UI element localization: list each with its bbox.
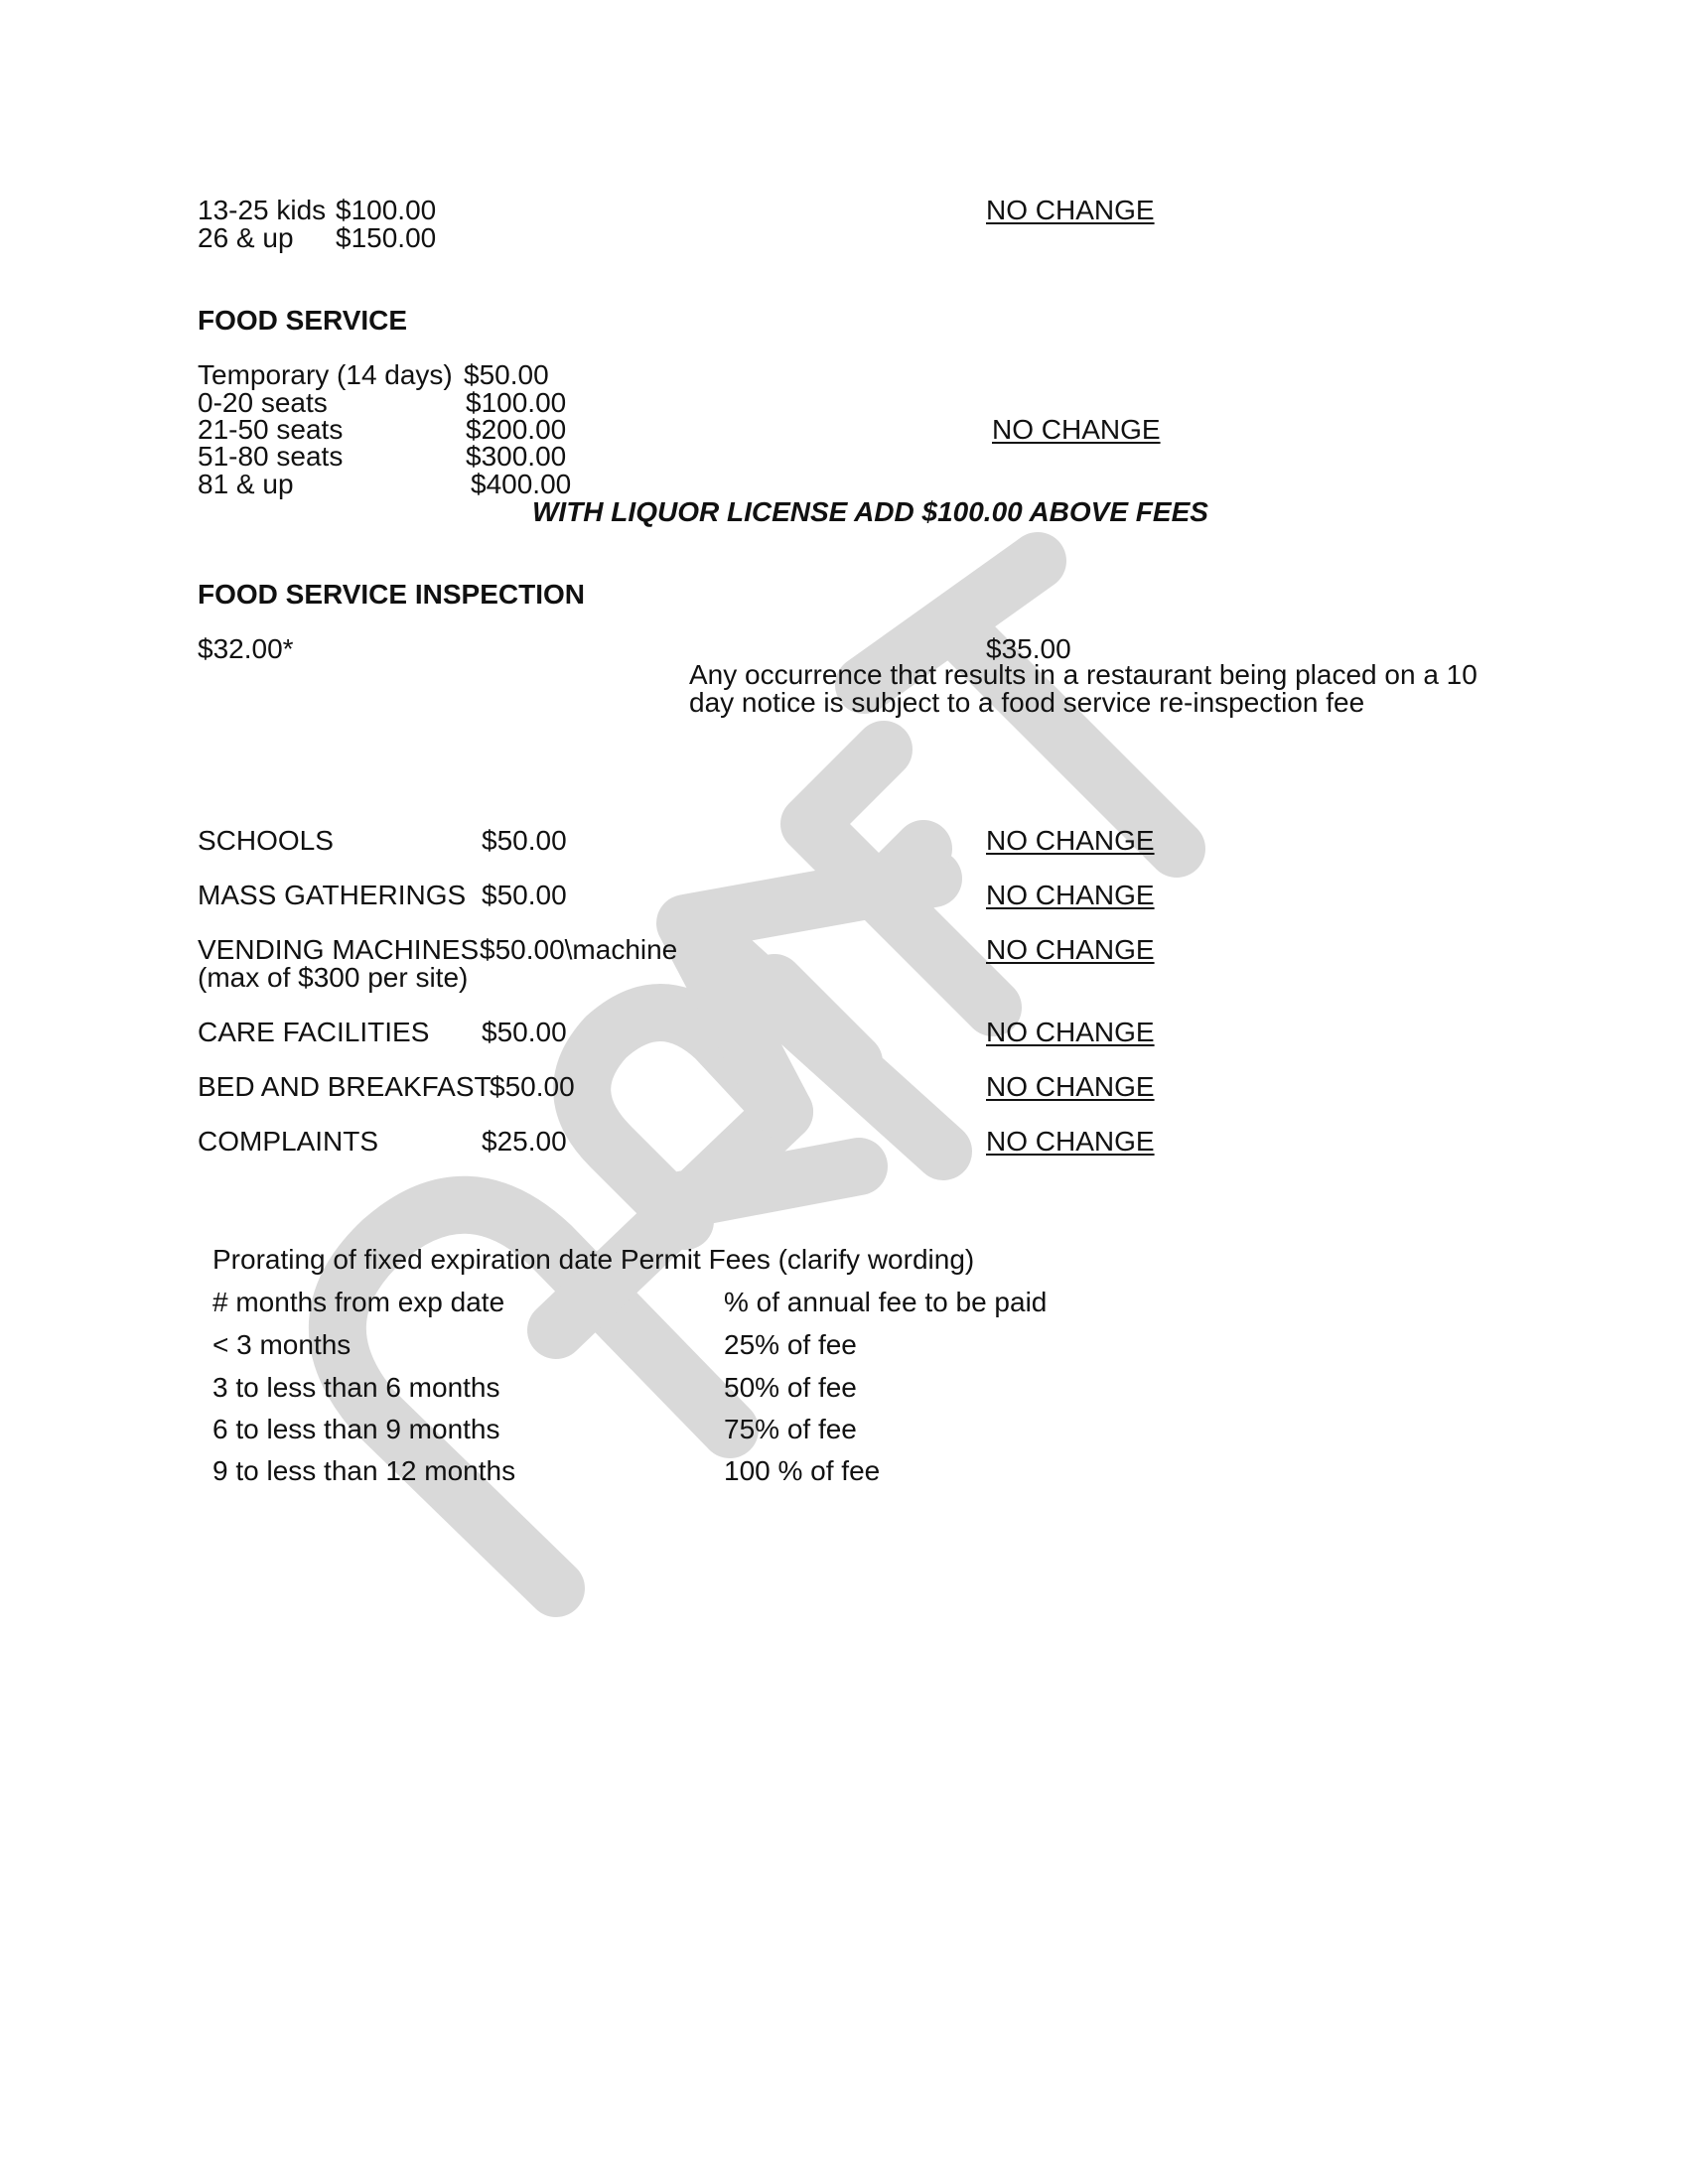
food-service-row-label: Temporary (14 days) — [198, 359, 453, 390]
watermark-letter-f — [809, 750, 993, 1008]
prorating-row-percent: 75% of fee — [724, 1414, 857, 1444]
food-service-row-label: 51-80 seats — [198, 441, 344, 472]
reinspection-note: Any occurrence that results in a restaurant being placed on a 10 day notice is subject to a food service re-inspection fee — [689, 659, 1477, 718]
category-fee: $50.00 — [482, 880, 567, 910]
food-service-row-label: 0-20 seats — [198, 387, 328, 418]
category-label: MASS GATHERINGS — [198, 880, 467, 910]
food-service-row-fee: $100.00 — [466, 387, 567, 418]
food-inspection-current-fee: $32.00* — [198, 633, 294, 664]
watermark-letter-a — [685, 879, 943, 1152]
prorating-title: Prorating of fixed expiration date Permit Fees (clarify wording) — [212, 1244, 975, 1275]
prorating-header-percent: % of annual fee to be paid — [724, 1287, 1048, 1317]
kids-status: NO CHANGE — [986, 195, 1155, 225]
category-sublabel: (max of $300 per site) — [198, 962, 469, 993]
category-status: NO CHANGE — [986, 825, 1155, 856]
category-fee: $50.00\machine — [480, 934, 678, 965]
category-status: NO CHANGE — [986, 1071, 1155, 1102]
food-service-row-fee: $400.00 — [471, 469, 572, 499]
food-service-row-label: 81 & up — [198, 469, 294, 499]
kids-row-fee: $150.00 — [336, 222, 437, 253]
category-fee: $25.00 — [482, 1126, 567, 1157]
prorating-row-percent: 25% of fee — [724, 1329, 857, 1360]
prorating-row-percent: 50% of fee — [724, 1372, 857, 1403]
watermark-letter-r — [556, 1013, 859, 1330]
category-fee: $50.00 — [482, 1017, 567, 1047]
prorating-row-months: 6 to less than 9 months — [212, 1414, 500, 1444]
category-label: VENDING MACHINES — [198, 934, 480, 965]
prorating-row-percent: 100 % of fee — [724, 1455, 881, 1486]
food-service-row-fee: $50.00 — [464, 359, 549, 390]
food-service-row-label: 21-50 seats — [198, 414, 344, 445]
category-fee: $50.00 — [490, 1071, 575, 1102]
food-inspection-heading: FOOD SERVICE INSPECTION — [198, 579, 585, 610]
food-inspection-new-fee: $35.00 — [986, 633, 1071, 664]
category-status: NO CHANGE — [986, 934, 1155, 965]
category-status: NO CHANGE — [986, 880, 1155, 910]
kids-row-label: 13-25 kids — [198, 195, 327, 225]
category-fee: $50.00 — [482, 825, 567, 856]
prorating-row-months: 9 to less than 12 months — [212, 1455, 516, 1486]
category-label: CARE FACILITIES — [198, 1017, 430, 1047]
prorating-row-months: 3 to less than 6 months — [212, 1372, 500, 1403]
food-service-status: NO CHANGE — [992, 414, 1161, 445]
kids-row-fee: $100.00 — [336, 195, 437, 225]
prorating-row-months: < 3 months — [212, 1329, 352, 1360]
category-label: COMPLAINTS — [198, 1126, 379, 1157]
category-status: NO CHANGE — [986, 1017, 1155, 1047]
food-service-row-fee: $200.00 — [466, 414, 567, 445]
category-status: NO CHANGE — [986, 1126, 1155, 1157]
food-service-heading: FOOD SERVICE — [198, 305, 408, 336]
category-label: BED AND BREAKFAST — [198, 1071, 492, 1102]
food-service-row-fee: $300.00 — [466, 441, 567, 472]
prorating-header-months: # months from exp date — [212, 1287, 505, 1317]
kids-row-label: 26 & up — [198, 222, 294, 253]
category-label: SCHOOLS — [198, 825, 334, 856]
liquor-license-note: WITH LIQUOR LICENSE ADD $100.00 ABOVE FEES — [532, 496, 1208, 527]
